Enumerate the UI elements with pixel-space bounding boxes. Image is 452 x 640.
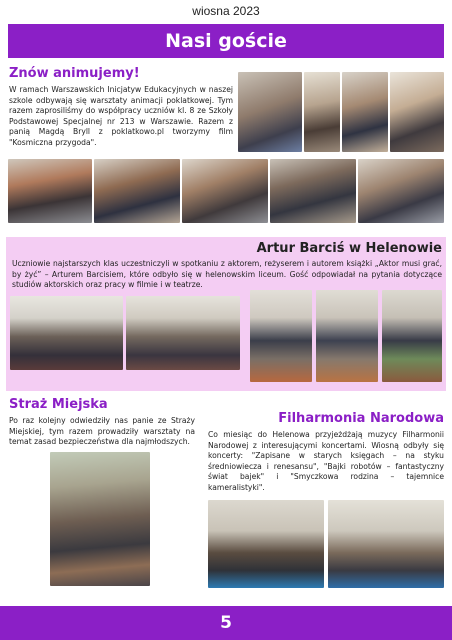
- section-title-barcis: Artur Barciś w Helenowie: [256, 241, 442, 256]
- workshop-photo-1: [238, 72, 302, 152]
- workshop-photo-8: [270, 159, 356, 223]
- workshop-photo-9: [358, 159, 444, 223]
- actor-with-students-photo-3: [382, 290, 442, 382]
- section-title-city-guard: Straż Miejska: [9, 397, 108, 412]
- workshop-photo-2: [304, 72, 340, 152]
- meeting-audience-photo-1: [10, 296, 123, 370]
- actor-with-students-photo-1: [250, 290, 312, 382]
- workshop-photo-6: [94, 159, 180, 223]
- concert-photo-1: [208, 500, 324, 588]
- meeting-audience-photo-2: [126, 296, 240, 370]
- actor-with-students-photo-2: [316, 290, 378, 382]
- section-text-city-guard: Po raz kolejny odwiedziły nas panie ze Straży Miejskiej, tym razem prowadziły warsztaty na temat zasad bezpieczeństwa dla najmłodszych.: [9, 416, 195, 446]
- concert-photo-2: [328, 500, 444, 588]
- section-title-philharmonic: Filharmonia Narodowa: [278, 411, 444, 426]
- season-label: wiosna 2023: [192, 4, 260, 18]
- section-text-philharmonic: Co miesiąc do Helenowa przyjeżdżają muzycy Filharmonii Narodowej z interesującymi koncertami. Wiosną odbyły się koncerty: "Zapisane w starych księgach – na styku średniowiecza i renesansu", "Bajki robotów – fantastyczny świat bajek" i "Smyczkowa rodzina – tajemnice kameralistyki".: [208, 430, 444, 492]
- section-title-animation: Znów animujemy!: [9, 66, 140, 81]
- page-footer: [0, 606, 452, 640]
- page-number: 5: [220, 613, 232, 633]
- page-title-banner: Nasi goście: [8, 24, 444, 58]
- section-text-barcis: Uczniowie najstarszych klas uczestniczyli w spotkaniu z aktorem, reżyserem i autorem książki „Aktor musi grać, by żyć” – Arturem Barcisiem, które odbyło się w helenowskim liceum. Gość odpowiadał na pytania dotyczące studiów aktorskich oraz pracy w filmie i w teatrze.: [12, 259, 442, 289]
- workshop-photo-3: [342, 72, 388, 152]
- workshop-photo-7: [182, 159, 268, 223]
- city-guard-workshop-photo: [50, 452, 150, 586]
- workshop-photo-4: [390, 72, 444, 152]
- section-text-animation: W ramach Warszawskich Inicjatyw Edukacyjnych w naszej szkole odbywają się warsztaty animacji poklatkowej. Tym razem zaprosiliśmy do współpracy uczniów kl. 8 ze Szkoły Podstawowej Specjalnej nr 213 w Warszawie. Razem z panią Magdą Bryll z poklatkowo.pl tworzymy film "Kosmiczna przygoda".: [9, 85, 233, 147]
- workshop-photo-5: [8, 159, 92, 223]
